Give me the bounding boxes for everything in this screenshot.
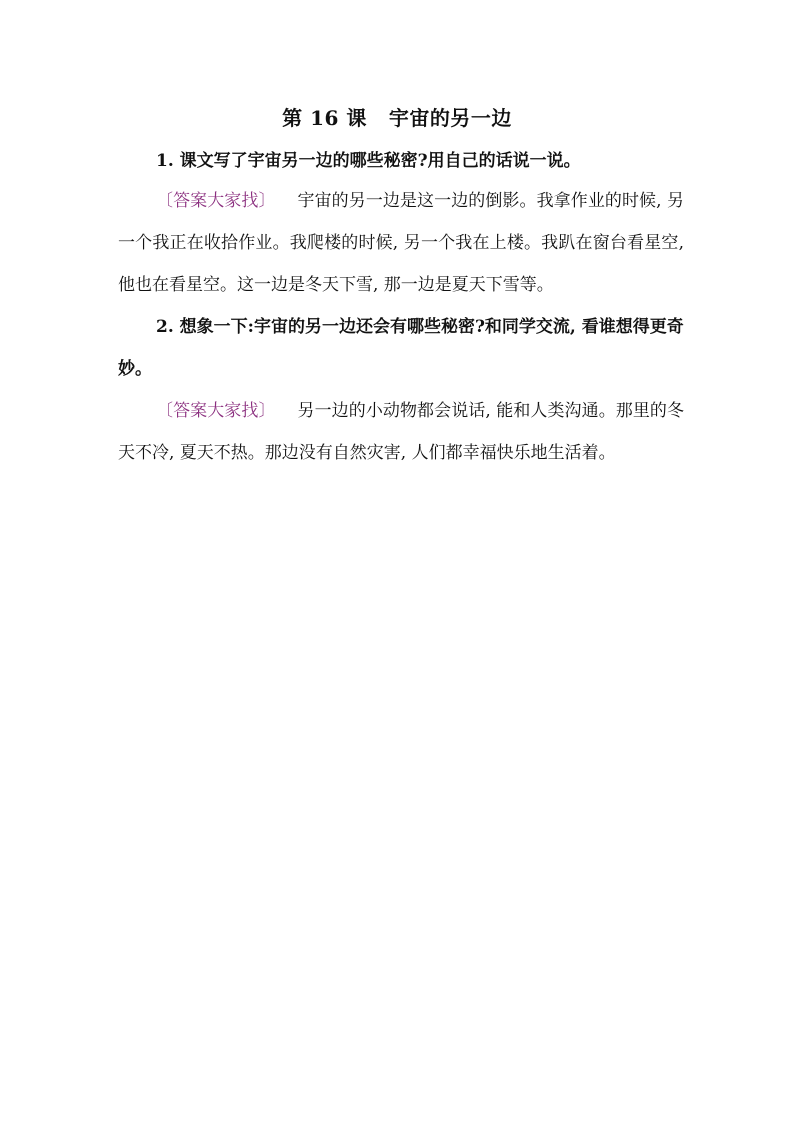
answer-text: 宇宙的另一边是这一边的倒影。我拿作业的时候, 另一个我正在收拾作业。我爬楼的时候, 另一个我在上楼。我趴在窗台看星空, 他也在看星空。这一边是冬天下雪, 那一边是夏天下雪等。 xyxy=(118,191,684,295)
answer-1 xyxy=(118,180,684,306)
lesson-title xyxy=(0,104,794,132)
answer-2 xyxy=(118,390,684,474)
answer-text: 另一边的小动物都会说话, 能和人类沟通。那里的冬天不冷, 夏天不热。那边没有自然灾害, 人们都幸福快乐地生活着。 xyxy=(118,401,684,463)
answer-tag: 〔答案大家找〕 xyxy=(156,401,276,421)
lesson-number: 第 16 课 xyxy=(282,106,367,130)
answer-tag: 〔答案大家找〕 xyxy=(156,191,276,211)
question-2: 2. 想象一下:宇宙的另一边还会有哪些秘密?和同学交流, 看谁想得更奇妙。 xyxy=(118,317,684,379)
question-1: 1. 课文写了宇宙另一边的哪些秘密?用自己的话说一说。 xyxy=(156,151,581,171)
lesson-name: 宇宙的另一边 xyxy=(388,106,512,130)
